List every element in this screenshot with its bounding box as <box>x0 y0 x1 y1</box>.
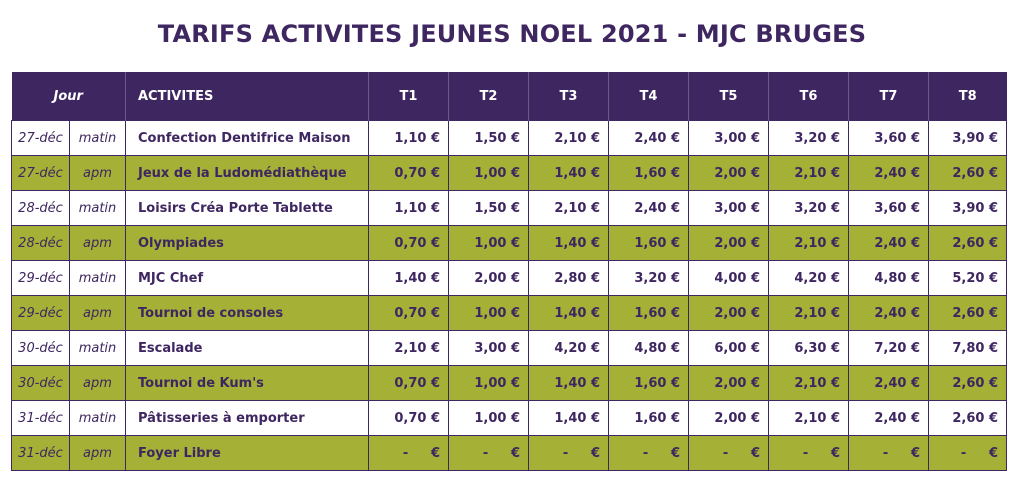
cell-price-t7: 3,60 € <box>849 121 929 156</box>
cell-price-t6: 6,30 € <box>769 331 849 366</box>
table-row <box>12 121 1007 156</box>
cell-activity: Tournoi de Kum's <box>126 366 369 401</box>
header-t3: T3 <box>529 72 609 121</box>
table-row <box>12 191 1007 226</box>
cell-price-t8: 2,60 € <box>929 401 1007 436</box>
header-t2: T2 <box>449 72 529 121</box>
cell-price-t2: 1,50 € <box>449 191 529 226</box>
cell-price-t1: 2,10 € <box>369 331 449 366</box>
cell-price-t1: 0,70 € <box>369 366 449 401</box>
cell-price-t2: 1,00 € <box>449 296 529 331</box>
cell-price-t6: 3,20 € <box>769 191 849 226</box>
cell-price-t1: 1,10 € <box>369 121 449 156</box>
cell-price-t2: 1,50 € <box>449 121 529 156</box>
header-jour: Jour <box>12 72 126 121</box>
cell-price-t4: 3,20 € <box>609 261 689 296</box>
cell-price-t8: 5,20 € <box>929 261 1007 296</box>
cell-date: 29-déc <box>12 296 70 331</box>
cell-price-t2: 1,00 € <box>449 226 529 261</box>
table-row <box>12 156 1007 191</box>
table-row <box>12 401 1007 436</box>
cell-price-t2: 1,00 € <box>449 401 529 436</box>
cell-price-t2: - € <box>449 436 529 471</box>
header-t1: T1 <box>369 72 449 121</box>
cell-price-t8: 2,60 € <box>929 226 1007 261</box>
cell-date: 31-déc <box>12 401 70 436</box>
cell-activity: Foyer Libre <box>126 436 369 471</box>
cell-price-t7: 2,40 € <box>849 226 929 261</box>
cell-price-t8: 2,60 € <box>929 156 1007 191</box>
cell-price-t3: 2,10 € <box>529 121 609 156</box>
cell-activity: Jeux de la Ludomédiathèque <box>126 156 369 191</box>
tarifs-table <box>11 72 1007 471</box>
cell-slot: matin <box>70 121 126 156</box>
cell-price-t3: - € <box>529 436 609 471</box>
header-t6: T6 <box>769 72 849 121</box>
cell-price-t4: 1,60 € <box>609 296 689 331</box>
table-row <box>12 226 1007 261</box>
cell-price-t1: - € <box>369 436 449 471</box>
cell-date: 29-déc <box>12 261 70 296</box>
header-t7: T7 <box>849 72 929 121</box>
cell-price-t2: 1,00 € <box>449 156 529 191</box>
cell-slot: apm <box>70 436 126 471</box>
cell-price-t2: 3,00 € <box>449 331 529 366</box>
header-activites: ACTIVITES <box>126 72 369 121</box>
cell-date: 30-déc <box>12 331 70 366</box>
cell-activity: Confection Dentifrice Maison <box>126 121 369 156</box>
cell-date: 27-déc <box>12 121 70 156</box>
cell-price-t6: 3,20 € <box>769 121 849 156</box>
cell-price-t8: 3,90 € <box>929 121 1007 156</box>
cell-price-t2: 1,00 € <box>449 366 529 401</box>
cell-price-t5: 2,00 € <box>689 156 769 191</box>
cell-price-t3: 4,20 € <box>529 331 609 366</box>
cell-price-t4: 1,60 € <box>609 226 689 261</box>
cell-price-t6: 2,10 € <box>769 156 849 191</box>
cell-slot: matin <box>70 401 126 436</box>
cell-price-t7: 7,20 € <box>849 331 929 366</box>
cell-price-t6: 2,10 € <box>769 401 849 436</box>
cell-price-t4: - € <box>609 436 689 471</box>
table-row <box>12 261 1007 296</box>
cell-price-t1: 0,70 € <box>369 156 449 191</box>
cell-date: 28-déc <box>12 226 70 261</box>
cell-price-t8: 2,60 € <box>929 296 1007 331</box>
cell-price-t7: 2,40 € <box>849 401 929 436</box>
cell-price-t5: 4,00 € <box>689 261 769 296</box>
cell-price-t7: 2,40 € <box>849 366 929 401</box>
cell-price-t8: 3,90 € <box>929 191 1007 226</box>
cell-price-t8: 2,60 € <box>929 366 1007 401</box>
cell-price-t4: 2,40 € <box>609 121 689 156</box>
cell-price-t3: 2,10 € <box>529 191 609 226</box>
cell-price-t5: 2,00 € <box>689 226 769 261</box>
cell-price-t5: 6,00 € <box>689 331 769 366</box>
cell-price-t8: 7,80 € <box>929 331 1007 366</box>
cell-activity: Escalade <box>126 331 369 366</box>
cell-price-t3: 1,40 € <box>529 401 609 436</box>
table-row <box>12 296 1007 331</box>
cell-price-t4: 1,60 € <box>609 366 689 401</box>
cell-price-t5: 3,00 € <box>689 191 769 226</box>
cell-price-t1: 1,40 € <box>369 261 449 296</box>
cell-date: 30-déc <box>12 366 70 401</box>
cell-price-t3: 1,40 € <box>529 156 609 191</box>
cell-price-t1: 0,70 € <box>369 226 449 261</box>
cell-price-t5: 3,00 € <box>689 121 769 156</box>
cell-price-t6: 2,10 € <box>769 366 849 401</box>
cell-price-t7: 2,40 € <box>849 156 929 191</box>
cell-activity: Loisirs Créa Porte Tablette <box>126 191 369 226</box>
cell-price-t5: - € <box>689 436 769 471</box>
cell-price-t4: 4,80 € <box>609 331 689 366</box>
cell-slot: apm <box>70 296 126 331</box>
page-title: TARIFS ACTIVITES JEUNES NOEL 2021 - MJC BRUGES <box>157 20 867 48</box>
cell-slot: matin <box>70 191 126 226</box>
cell-price-t1: 0,70 € <box>369 296 449 331</box>
cell-price-t4: 1,60 € <box>609 401 689 436</box>
header-t8: T8 <box>929 72 1007 121</box>
cell-price-t4: 1,60 € <box>609 156 689 191</box>
table-header-row <box>12 72 1007 121</box>
cell-price-t7: 4,80 € <box>849 261 929 296</box>
cell-price-t5: 2,00 € <box>689 296 769 331</box>
cell-price-t7: - € <box>849 436 929 471</box>
cell-price-t6: 4,20 € <box>769 261 849 296</box>
cell-date: 28-déc <box>12 191 70 226</box>
cell-price-t8: - € <box>929 436 1007 471</box>
table-row <box>12 366 1007 401</box>
cell-activity: Tournoi de consoles <box>126 296 369 331</box>
cell-price-t7: 2,40 € <box>849 296 929 331</box>
cell-slot: matin <box>70 331 126 366</box>
cell-activity: Pâtisseries à emporter <box>126 401 369 436</box>
cell-activity: MJC Chef <box>126 261 369 296</box>
cell-price-t7: 3,60 € <box>849 191 929 226</box>
table-body <box>12 121 1007 471</box>
cell-slot: apm <box>70 366 126 401</box>
cell-date: 27-déc <box>12 156 70 191</box>
cell-price-t4: 2,40 € <box>609 191 689 226</box>
table-row <box>12 436 1007 471</box>
cell-price-t5: 2,00 € <box>689 401 769 436</box>
table-row <box>12 331 1007 366</box>
cell-price-t6: - € <box>769 436 849 471</box>
cell-price-t1: 1,10 € <box>369 191 449 226</box>
header-t4: T4 <box>609 72 689 121</box>
cell-price-t6: 2,10 € <box>769 296 849 331</box>
cell-price-t2: 2,00 € <box>449 261 529 296</box>
cell-price-t6: 2,10 € <box>769 226 849 261</box>
cell-slot: apm <box>70 226 126 261</box>
cell-price-t3: 1,40 € <box>529 366 609 401</box>
cell-price-t1: 0,70 € <box>369 401 449 436</box>
header-t5: T5 <box>689 72 769 121</box>
cell-price-t3: 1,40 € <box>529 296 609 331</box>
cell-price-t3: 1,40 € <box>529 226 609 261</box>
cell-price-t5: 2,00 € <box>689 366 769 401</box>
cell-slot: matin <box>70 261 126 296</box>
cell-price-t3: 2,80 € <box>529 261 609 296</box>
cell-slot: apm <box>70 156 126 191</box>
cell-date: 31-déc <box>12 436 70 471</box>
cell-activity: Olympiades <box>126 226 369 261</box>
